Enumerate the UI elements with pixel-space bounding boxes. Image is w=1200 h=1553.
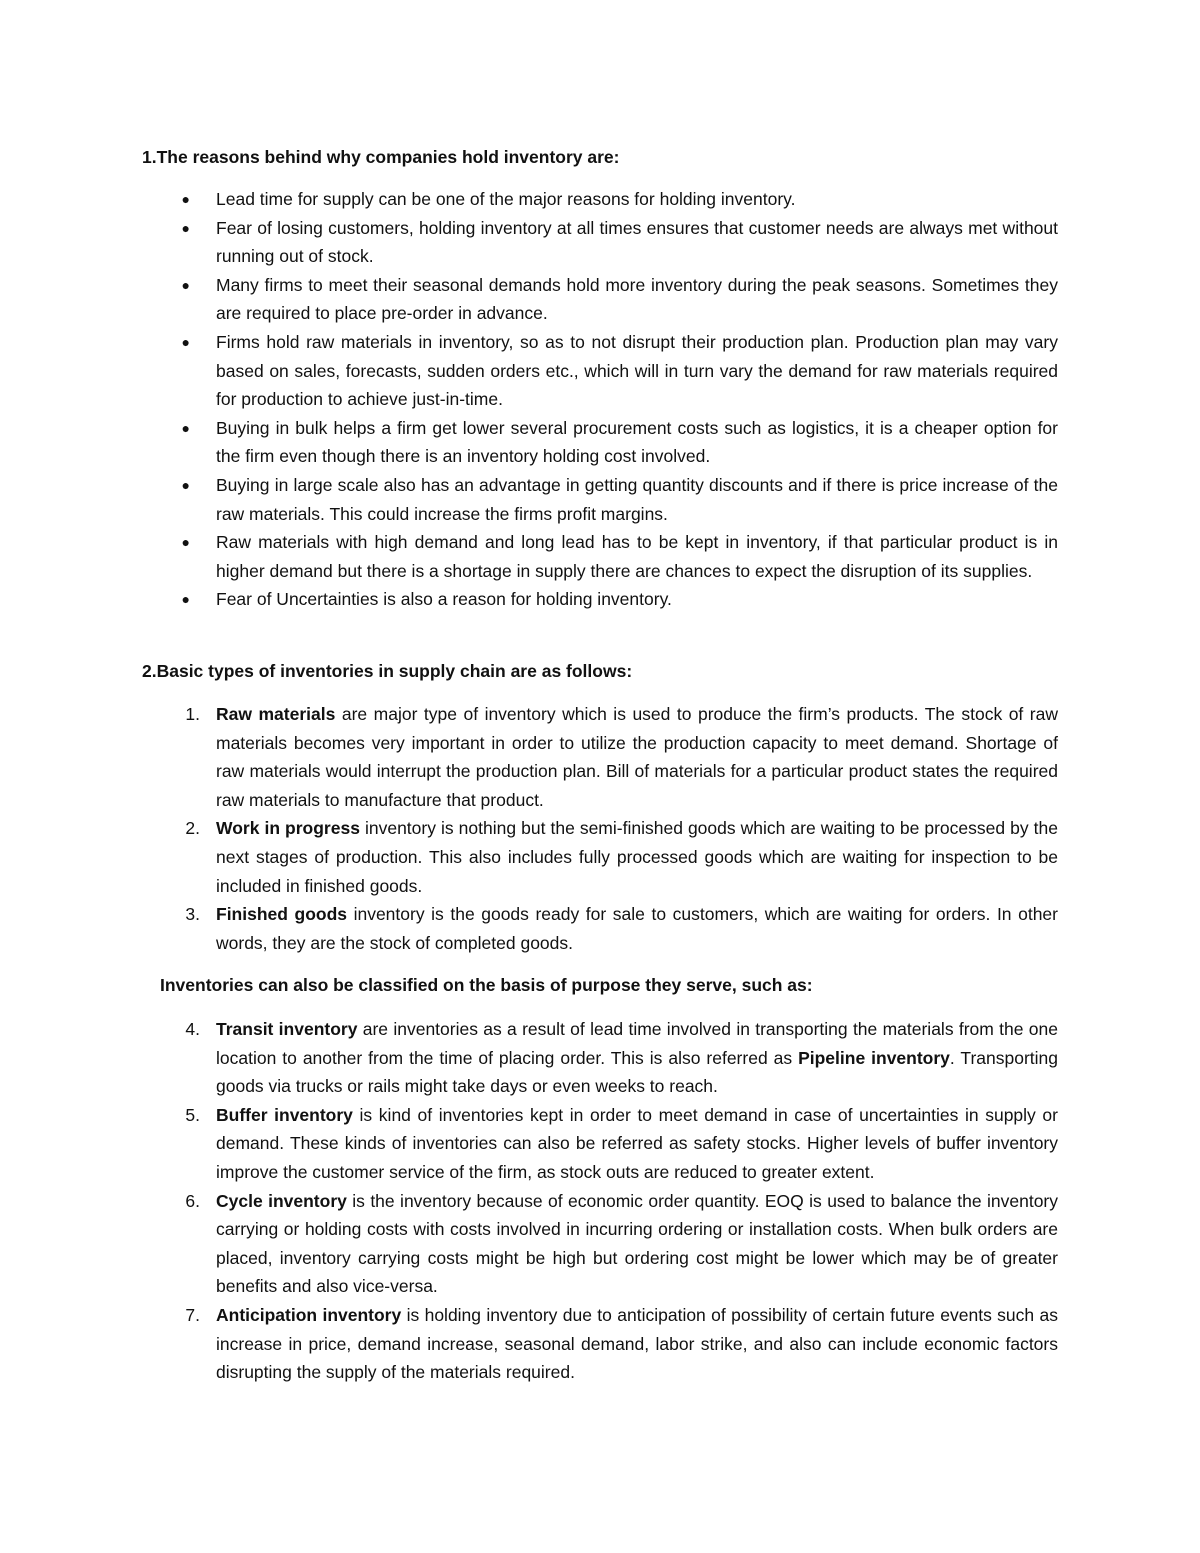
list-number: 3. <box>185 904 200 925</box>
purpose-inventory-list <box>0 1015 1200 1387</box>
term: Buffer inventory <box>216 1104 353 1125</box>
list-item: ● Firms hold raw materials in inventory, so as to not disrupt their production plan. Production plan may vary based on sales, forecasts, sudden orders etc., which will in turn vary the demand for raw materials required for production to achieve just-in-time. <box>0 328 1200 414</box>
inventory-types-list <box>0 700 1200 957</box>
reasons-list <box>0 185 1200 614</box>
bullet-icon: ● <box>181 276 190 293</box>
bullet-icon: ● <box>181 419 190 436</box>
bullet-icon: ● <box>181 591 190 608</box>
list-item: 2. Work in progress inventory is nothing but the semi-finished goods which are waiting to be processed by the next stages of production. This also includes fully processed goods which are waiting for inspection to be included in finished goods. <box>0 814 1200 900</box>
term: Transit inventory <box>216 1019 358 1039</box>
list-item: ● Buying in large scale also has an advantage in getting quantity discounts and if there is price increase of the raw materials. This could increase the firms profit margins. <box>0 471 1200 528</box>
term: Work in progress <box>216 818 360 839</box>
list-number: 7. <box>185 1304 200 1325</box>
list-number: 6. <box>185 1190 200 1211</box>
list-item: ● Buying in bulk helps a firm get lower several procurement costs such as logistics, it is a cheaper option for the firm even though there is an inventory holding cost involved. <box>0 414 1200 471</box>
list-item: 5. Buffer inventory is kind of inventories kept in order to meet demand in case of uncertainties in supply or demand. These kinds of inventories can also be referred as safety stocks. Higher levels of buffer inventory improve the customer service of the firm, as stock outs are reduced to greater extent. <box>0 1101 1200 1187</box>
section3-heading: Inventories can also be classified on the basis of purpose they serve, such as: <box>160 975 813 995</box>
list-item: ● Lead time for supply can be one of the major reasons for holding inventory. <box>0 185 1200 214</box>
term: Cycle inventory <box>216 1190 347 1211</box>
list-item: 3. Finished goods inventory is the goods ready for sale to customers, which are waiting for orders. In other words, they are the stock of completed goods. <box>0 900 1200 957</box>
list-item: 7. Anticipation inventory is holding inventory due to anticipation of possibility of certain future events such as increase in price, demand increase, seasonal demand, labor strike, and also can include economic factors disrupting the supply of the materials required. <box>0 1301 1200 1387</box>
section2-heading: 2.Basic types of inventories in supply chain are as follows: <box>142 661 633 681</box>
list-number: 5. <box>185 1104 200 1125</box>
list-item: ● Fear of Uncertainties is also a reason for holding inventory. <box>0 585 1200 614</box>
list-item: 6. Cycle inventory is the inventory because of economic order quantity. EOQ is used to balance the inventory carrying or holding costs with costs involved in incurring ordering or installation costs. When bulk orders are placed, inventory carrying costs might be high but ordering cost might be lower which may be of greater benefits and also vice-versa. <box>0 1187 1200 1301</box>
bullet-icon: ● <box>181 534 190 551</box>
list-number: 2. <box>185 818 200 839</box>
list-item: ● Fear of losing customers, holding inventory at all times ensures that customer needs are always met without running out of stock. <box>0 214 1200 271</box>
term: Anticipation inventory <box>216 1304 402 1325</box>
bullet-icon: ● <box>181 333 190 350</box>
term: Raw materials <box>216 704 336 724</box>
list-number: 1. <box>185 704 200 724</box>
list-item: 1. Raw materials are major type of inventory which is used to produce the firm’s products. The stock of raw materials becomes very important in order to utilize the production capacity to meet demand. Shortage of raw materials would interrupt the production plan. Bill of materials for a particular product states the required raw materials to manufacture that product. <box>0 700 1200 814</box>
section1-heading: 1.The reasons behind why companies hold inventory are: <box>142 147 620 167</box>
term: Finished goods <box>216 904 348 925</box>
bullet-icon: ● <box>181 191 190 207</box>
bullet-icon: ● <box>181 219 190 236</box>
list-item: 4. Transit inventory are inventories as a result of lead time involved in transporting the materials from the one location to another from the time of placing order. This is also referred as Pipeline inventory. Transporting goods via trucks or rails might take days or even weeks to reach. <box>0 1015 1200 1101</box>
list-number: 4. <box>185 1019 200 1039</box>
list-item: ● Many firms to meet their seasonal demands hold more inventory during the peak seasons. Sometimes they are required to place pre-order in advance. <box>0 271 1200 328</box>
list-item: ● Raw materials with high demand and long lead has to be kept in inventory, if that particular product is in higher demand but there is a shortage in supply there are chances to expect the disruption of its supplies. <box>0 528 1200 585</box>
bullet-icon: ● <box>181 476 190 493</box>
term: Pipeline inventory <box>798 1047 950 1068</box>
